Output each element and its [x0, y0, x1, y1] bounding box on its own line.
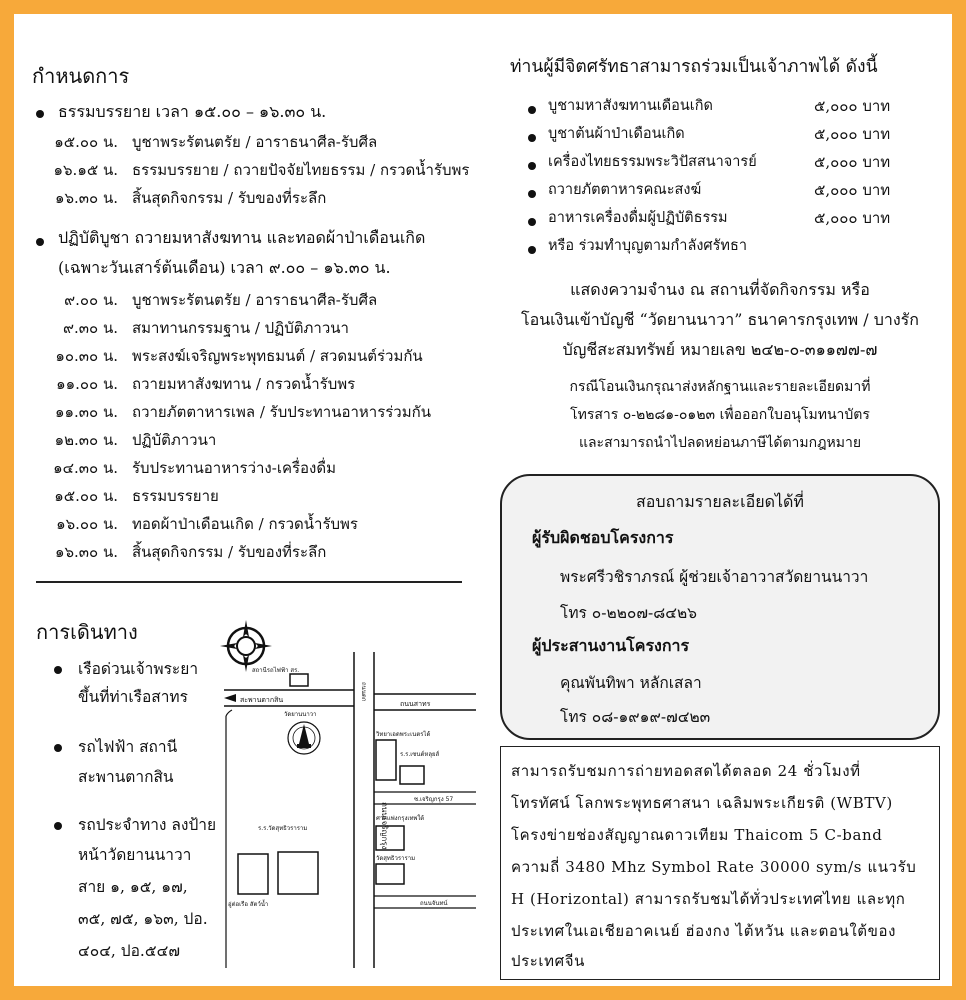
map-building [376, 740, 396, 780]
travel-line: รถประจำทาง ลงป้าย [78, 816, 217, 834]
map-sathorn-label: ถนนสาทร [400, 700, 431, 708]
schedule-activity: ทอดผ้าป่าเดือนเกิด / กรวดน้ำรับพร [132, 515, 358, 533]
schedule-section1-heading: ธรรมบรรยาย เวลา ๑๕.๐๐ – ๑๖.๓๐ น. [58, 102, 327, 121]
bullet [528, 134, 536, 142]
note-line: และสามารถนำไปลดหย่อนภาษีได้ตามกฎหมาย [578, 435, 862, 451]
map-building [238, 854, 268, 894]
broadcast-line: โครงข่ายช่องสัญญาณดาวเทียม Thaicom 5 C-band [511, 826, 883, 844]
bullet [36, 110, 44, 118]
travel-line: หน้าวัดยานนาวา [78, 846, 192, 864]
map-building [278, 852, 318, 894]
schedule-section2-heading: ปฏิบัติบูชา ถวายมหาสังฆทาน และทอดผ้าป่าเดือนเกิด [58, 228, 426, 247]
donation-item-label: เครื่องไทยธรรมพระวิปัสสนาจารย์ [548, 154, 757, 170]
travel-line: เรือด่วนเจ้าพระยา [78, 660, 199, 678]
broadcast-box [500, 746, 940, 980]
map-building [290, 674, 308, 686]
coordinator-phone: โทร ๐๘-๑๙๑๙-๗๔๒๓ [560, 708, 711, 726]
account-line: โอนเงินเข้าบัญชี “วัดยานนาวา” ธนาคารกรุงเทพ / บางรัก [521, 310, 919, 329]
map-school2-label: ร.ร.เซนต์หลุยส์ [400, 751, 440, 758]
schedule-activity: ถวายภัตตาหารเพล / รับประทานอาหารร่วมกัน [132, 403, 431, 421]
map-road-label: ถนนตก [360, 682, 367, 702]
donation-item-amount: ๕,๐๐๐ บาท [814, 153, 891, 171]
map-dock-label: อู่ต่อเรือ สัตว์น้ำ [228, 901, 269, 908]
broadcast-line: ประเทศในเอเชียอาคเนย์ ฮ่องกง ไต้หวัน และตอนใต้ของ [511, 922, 897, 940]
donation-item-label: อาหารเครื่องดื่มผู้ปฏิบัติธรรม [548, 210, 728, 226]
map-school3-label: ร.ร.วัดสุทธิวราราม [258, 825, 308, 832]
schedule-section2-subheading: (เฉพาะวันเสาร์ต้นเดือน) เวลา ๙.๐๐ – ๑๖.๓๐ น. [58, 258, 391, 277]
map-charoenkrung-label: ถนนเจริญกรุง [380, 802, 389, 850]
donation-item-amount: ๕,๐๐๐ บาท [814, 181, 891, 199]
schedule-activity: พระสงฆ์เจริญพระพุทธมนต์ / สวดมนต์ร่วมกัน [132, 347, 423, 365]
map-soi57-label: ซ.เจริญกรุง 57 [414, 796, 454, 803]
schedule-title: กำหนดการ [32, 64, 130, 88]
schedule-time: ๑๑.๓๐ น. [54, 403, 118, 421]
broadcast-line: ความถี่ 3480 Mhz Symbol Rate 30000 sym/s แนวรับ [511, 858, 917, 876]
temple-icon [288, 722, 320, 754]
schedule-time: ๑๖.๓๐ น. [54, 543, 118, 561]
travel-line: ขึ้นที่ท่าเรือสาทร [78, 688, 188, 706]
bullet [528, 106, 536, 114]
schedule-activity: ธรรมบรรยาย [132, 487, 219, 505]
bullet [528, 190, 536, 198]
contact-title: สอบถามรายละเอียดได้ที่ [636, 492, 804, 511]
schedule-time: ๑๑.๐๐ น. [56, 375, 118, 393]
bullet [528, 162, 536, 170]
schedule-activity: บูชาพระรัตนตรัย / อาราธนาศีล-รับศีล [132, 133, 378, 151]
coordinator-name: คุณพันทิพา หลักเสลา [560, 674, 702, 692]
travel-line: สาย ๑, ๑๕, ๑๗, [78, 878, 188, 896]
responsible-phone: โทร ๐-๒๒๐๗-๘๔๒๖ [560, 604, 698, 622]
schedule-activity: ถวายมหาสังฆทาน / กรวดน้ำรับพร [132, 375, 356, 393]
travel-line: ๓๕, ๗๕, ๑๖๓, ปอ. [78, 910, 208, 928]
responsible-name: พระศรีวชิราภรณ์ ผู้ช่วยเจ้าอาวาสวัดยานนาวา [560, 568, 869, 586]
location-map [214, 616, 476, 968]
schedule-time: ๑๔.๓๐ น. [53, 459, 118, 477]
schedule-time: ๙.๐๐ น. [64, 291, 118, 309]
responsible-heading: ผู้รับผิดชอบโครงการ [532, 528, 674, 547]
section-divider [36, 581, 462, 583]
contact-box [500, 474, 940, 740]
broadcast-line: H (Horizontal) สามารถรับชมได้ทั่วประเทศไทย และทุก [511, 890, 906, 908]
donation-item-label: ถวายภัตตาหารคณะสงฆ์ [548, 182, 702, 198]
bullet [54, 822, 62, 830]
broadcast-line: สามารถรับชมการถ่ายทอดสดได้ตลอด 24 ชั่วโมงที่ [511, 762, 861, 780]
travel-line: รถไฟฟ้า สถานี [78, 738, 178, 756]
schedule-time: ๙.๓๐ น. [63, 319, 118, 337]
map-court-label: ศาลแพ่งกรุงเทพใต้ [376, 815, 425, 822]
bullet [36, 238, 44, 246]
schedule-time: ๑๕.๐๐ น. [54, 487, 118, 505]
map-wat2-label: วัดสุทธิวราราม [376, 855, 416, 862]
note-line: โทรสาร ๐-๒๒๘๑-๐๑๒๓ เพื่อออกใบอนุโมทนาบัตร [570, 407, 870, 423]
travel-line: สะพานตากสิน [78, 768, 174, 786]
schedule-time: ๑๖.๐๐ น. [56, 515, 118, 533]
donation-item-label: บูชามหาสังฆทานเดือนเกิด [548, 98, 713, 114]
donation-title: ท่านผู้มีจิตศรัทธาสามารถร่วมเป็นเจ้าภาพได้ ดังนี้ [510, 57, 878, 77]
map-building [376, 864, 404, 884]
bullet [528, 246, 536, 254]
travel-title: การเดินทาง [36, 620, 138, 644]
schedule-activity: รับประทานอาหารว่าง-เครื่องดื่ม [132, 459, 336, 477]
schedule-activity: สิ้นสุดกิจกรรม / รับของที่ระลึก [132, 189, 327, 207]
schedule-time: ๑๕.๐๐ น. [54, 133, 118, 151]
schedule-activity: สิ้นสุดกิจกรรม / รับของที่ระลึก [132, 543, 327, 561]
schedule-activity: บูชาพระรัตนตรัย / อาราธนาศีล-รับศีล [132, 291, 378, 309]
schedule-time: ๑๒.๓๐ น. [54, 431, 118, 449]
schedule-time: ๑๖.๑๕ น. [53, 161, 118, 179]
map-wat-label: วัดยานนาวา [284, 711, 317, 718]
map-station-label: สถานีรถไฟฟ้า สร. [252, 667, 300, 674]
donation-item-label: หรือ ร่วมทำบุญตามกำลังศรัทธา [548, 238, 747, 254]
account-line: แสดงความจำนง ณ สถานที่จัดกิจกรรม หรือ [570, 280, 870, 299]
donation-item-label: บูชาต้นผ้าป่าเดือนเกิด [548, 126, 685, 142]
schedule-activity: ธรรมบรรยาย / ถวายปัจจัยไทยธรรม / กรวดน้ำรับพร [132, 161, 470, 179]
map-school1-label: วิทยาเอดพระเนตรได้ [376, 731, 431, 738]
bullet [54, 744, 62, 752]
travel-line: ๔๐๔, ปอ.๕๔๗ [78, 942, 180, 960]
brochure-page [14, 14, 952, 986]
map-bridge-label: สะพานตากสิน [240, 696, 284, 704]
schedule-activity: ปฏิบัติภาวนา [132, 431, 217, 449]
donation-item-amount: ๕,๐๐๐ บาท [814, 97, 891, 115]
broadcast-line: ประเทศจีน [511, 952, 586, 970]
donation-item-amount: ๕,๐๐๐ บาท [814, 209, 891, 227]
coordinator-heading: ผู้ประสานงานโครงการ [532, 636, 690, 655]
schedule-time: ๑๐.๓๐ น. [55, 347, 118, 365]
bullet [54, 666, 62, 674]
donation-item-amount: ๕,๐๐๐ บาท [814, 125, 891, 143]
compass-icon [220, 620, 272, 672]
map-building [400, 766, 424, 784]
note-line: กรณีโอนเงินกรุณาส่งหลักฐานและรายละเอียดมาที่ [569, 379, 871, 395]
bullet [528, 218, 536, 226]
schedule-activity: สมาทานกรรมฐาน / ปฏิบัติภาวนา [132, 319, 349, 337]
schedule-time: ๑๖.๓๐ น. [54, 189, 118, 207]
broadcast-line: โทรทัศน์ โลกพระพุทธศาสนา เฉลิมพระเกียรติ (WBTV) [511, 794, 893, 812]
account-number: บัญชีสะสมทรัพย์ หมายเลข ๒๔๒-๐-๓๑๑๗๗-๗ [562, 340, 878, 359]
map-chan-label: ถนนจันทน์ [420, 900, 448, 907]
